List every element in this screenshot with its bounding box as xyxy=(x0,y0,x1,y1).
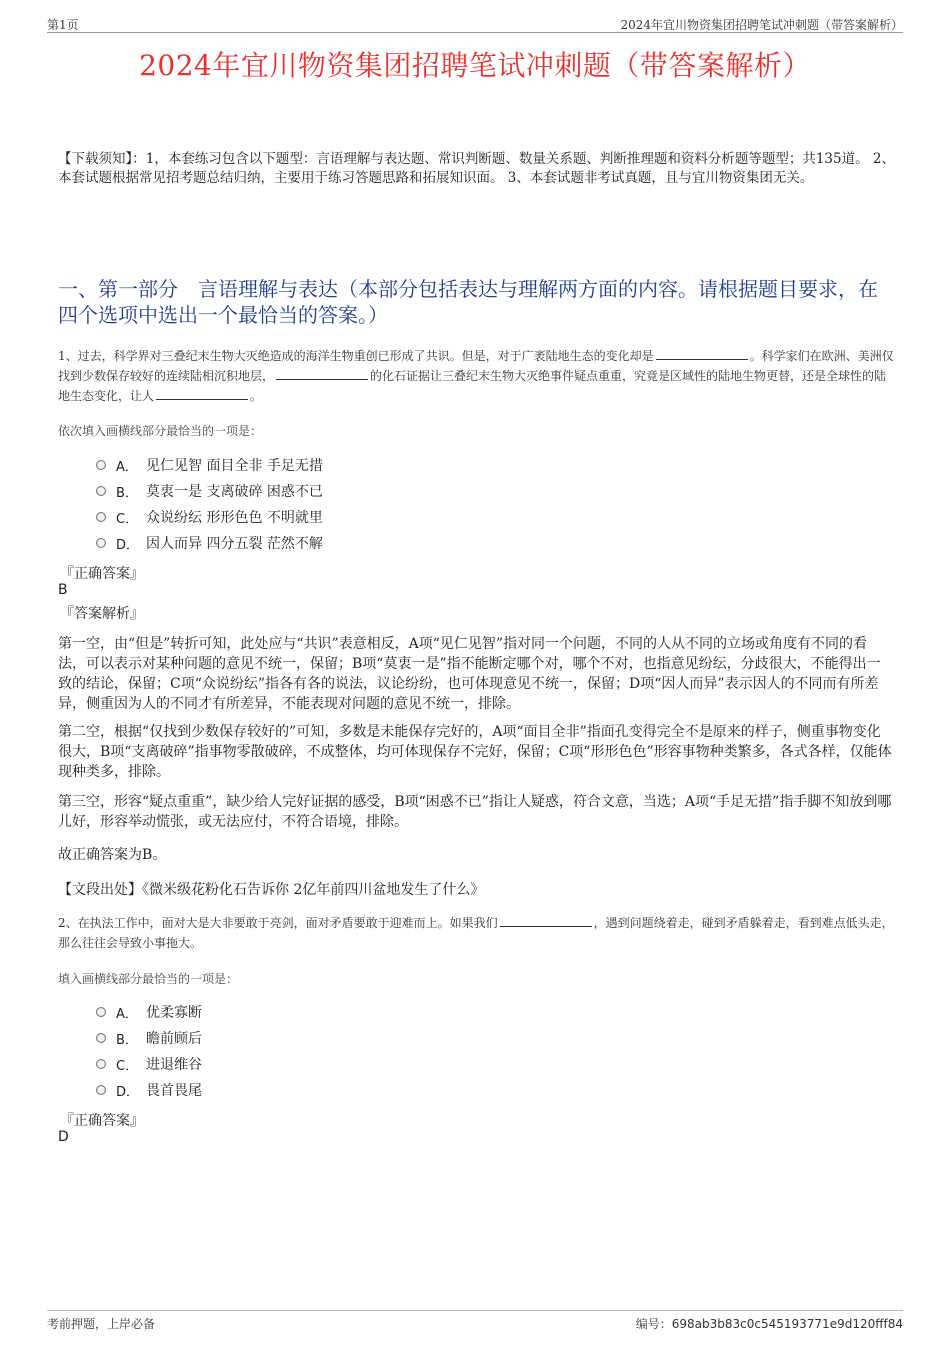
fill-blank xyxy=(156,387,248,400)
correct-answer-label: 『正确答案』 xyxy=(60,566,144,582)
page-number: 第1页 xyxy=(47,18,79,32)
option-b[interactable] xyxy=(96,478,323,504)
option-b[interactable] xyxy=(96,1025,202,1051)
radio-icon[interactable] xyxy=(96,486,106,496)
analysis-conclusion: 故正确答案为B。 xyxy=(58,847,167,863)
radio-icon[interactable] xyxy=(96,460,106,470)
q2-text-part: 2、在执法工作中，面对大是大非要敢于亮剑，面对矛盾要敢于迎难而上。如果我们 xyxy=(58,916,498,930)
option-letter: A． xyxy=(116,459,138,475)
fill-blank xyxy=(500,914,592,927)
page-footer xyxy=(47,1310,903,1331)
correct-answer: B xyxy=(58,582,68,598)
question-1-prompt: 依次填入画横线部分最恰当的一项是： xyxy=(58,424,263,438)
page-header xyxy=(47,14,903,33)
doc-id-code: 698ab3b83c0c545193771e9d120fff84 xyxy=(671,1317,903,1331)
q1-text-part: 。科学家们在欧洲、美洲仅找到少数保存较好的连续陆相沉积地层， xyxy=(58,349,894,383)
option-text: 见仁见智 面目全非 手足无措 xyxy=(146,458,323,474)
correct-answer: D xyxy=(58,1129,69,1145)
option-text: 进退维谷 xyxy=(146,1057,202,1073)
passage-source: 【文段出处】《微米级花粉化石告诉你 2亿年前四川盆地发生了什么》 xyxy=(58,882,485,898)
option-letter: C． xyxy=(116,511,139,527)
option-letter: C． xyxy=(116,1058,139,1074)
radio-icon[interactable] xyxy=(96,1059,106,1069)
option-d[interactable] xyxy=(96,1077,202,1103)
option-letter: D． xyxy=(116,1084,140,1100)
q1-text-part: 1、过去，科学界对三叠纪末生物大灭绝造成的海洋生物重创已形成了共识。但是，对于广袤陆地生态的变化却是 xyxy=(58,349,654,363)
option-text: 瞻前顾后 xyxy=(146,1031,202,1047)
option-text: 畏首畏尾 xyxy=(146,1083,202,1099)
radio-icon[interactable] xyxy=(96,538,106,548)
option-text: 众说纷纭 形形色色 不明就里 xyxy=(146,510,323,526)
doc-id-label: 编号： xyxy=(635,1317,672,1331)
header-doc-title: 2024年宜川物资集团招聘笔试冲刺题（带答案解析） xyxy=(620,18,903,32)
option-a[interactable] xyxy=(96,452,323,478)
analysis-paragraph: 第三空，形容“疑点重重”，缺少给人完好证据的感受，B项“困惑不已”指让人疑惑，符合文意，当选；A项“手足无措”指手脚不知放到哪儿好，形容举动慌张，或无法应付，不符合语境，排除。 xyxy=(58,794,892,830)
option-c[interactable] xyxy=(96,1051,202,1077)
option-text: 优柔寡断 xyxy=(146,1005,202,1021)
option-letter: B． xyxy=(116,1032,138,1048)
option-d[interactable] xyxy=(96,530,323,556)
option-letter: B． xyxy=(116,485,138,501)
question-1-text xyxy=(58,346,896,406)
radio-icon[interactable] xyxy=(96,512,106,522)
option-a[interactable] xyxy=(96,999,202,1025)
q1-text-part: 的化石证据让三叠纪末生物大灭绝事件疑点重重，究竟是区域性的陆地生物更替，还是全球性的陆地生态变化，让人 xyxy=(58,369,887,403)
document-title: 2024年宜川物资集团招聘笔试冲刺题（带答案解析） xyxy=(139,49,811,82)
analysis-paragraph: 第一空，由“但是”转折可知，此处应与“共识”表意相反，A项“见仁见智”指对同一个问题，不同的人从不同的立场或角度有不同的看法，可以表示对某种问题的意见不统一，保留；B项“莫衷一是”指不能断定哪个对，哪个不对，也指意见纷纭，分歧很大，不能得出一致的结论，保留；C项“众说纷纭”指各有各的说法，议论纷纷，也可体现意见不统一，保留；D项“因人而异”表示因人的不同而有所差异，侧重因为人的不同才有所差异，不能表现对问题的意见不统一，排除。 xyxy=(58,636,881,712)
question-2-prompt: 填入画横线部分最恰当的一项是： xyxy=(58,972,239,986)
fill-blank xyxy=(276,367,368,380)
option-c[interactable] xyxy=(96,504,323,530)
radio-icon[interactable] xyxy=(96,1033,106,1043)
question-2-options xyxy=(96,999,202,1103)
option-text: 因人而异 四分五裂 茫然不解 xyxy=(146,536,323,552)
q2-text-part: ，遇到问题绕着走，碰到矛盾躲着走，看到难点低头走，那么往往会导致小事拖大。 xyxy=(58,916,894,950)
radio-icon[interactable] xyxy=(96,1085,106,1095)
analysis-paragraph: 第二空，根据“仅找到少数保存较好的”可知，多数是未能保存完好的，A项“面目全非”指面孔变得完全不是原来的样子，侧重事物变化很大，B项“支离破碎”指事物零散破碎，不成整体，均可体现保存不完好，保留；C项“形形色色”形容事物种类繁多，各式各样，仅能体现种类多，排除。 xyxy=(58,724,892,780)
fill-blank xyxy=(656,347,748,360)
footer-doc-id xyxy=(636,1315,903,1332)
footer-slogan: 考前押题，上岸必备 xyxy=(47,1317,156,1331)
analysis-label: 『答案解析』 xyxy=(60,606,144,622)
correct-answer-label: 『正确答案』 xyxy=(60,1113,144,1129)
radio-icon[interactable] xyxy=(96,1007,106,1017)
q1-text-part: 。 xyxy=(250,389,263,403)
question-1-options xyxy=(96,452,323,556)
section-heading: 一、第一部分 言语理解与表达（本部分包括表达与理解两方面的内容。请根据题目要求，在四个选项中选出一个最恰当的答案。） xyxy=(58,277,878,327)
option-text: 莫衷一是 支离破碎 困惑不已 xyxy=(146,484,323,500)
option-letter: A． xyxy=(116,1006,138,1022)
question-2-text xyxy=(58,913,896,953)
download-notice: 【下载须知】：1，本套练习包含以下题型：言语理解与表达题、常识判断题、数量关系题、判断推理题和资料分析题等题型；共135道。 2、本套试题根据常见招考题总结归纳，主要用于练习答题思路和拓展知识面。 3、本套试题非考试真题，且与宜川物资集团无关。 xyxy=(58,151,895,186)
option-letter: D． xyxy=(116,537,140,553)
